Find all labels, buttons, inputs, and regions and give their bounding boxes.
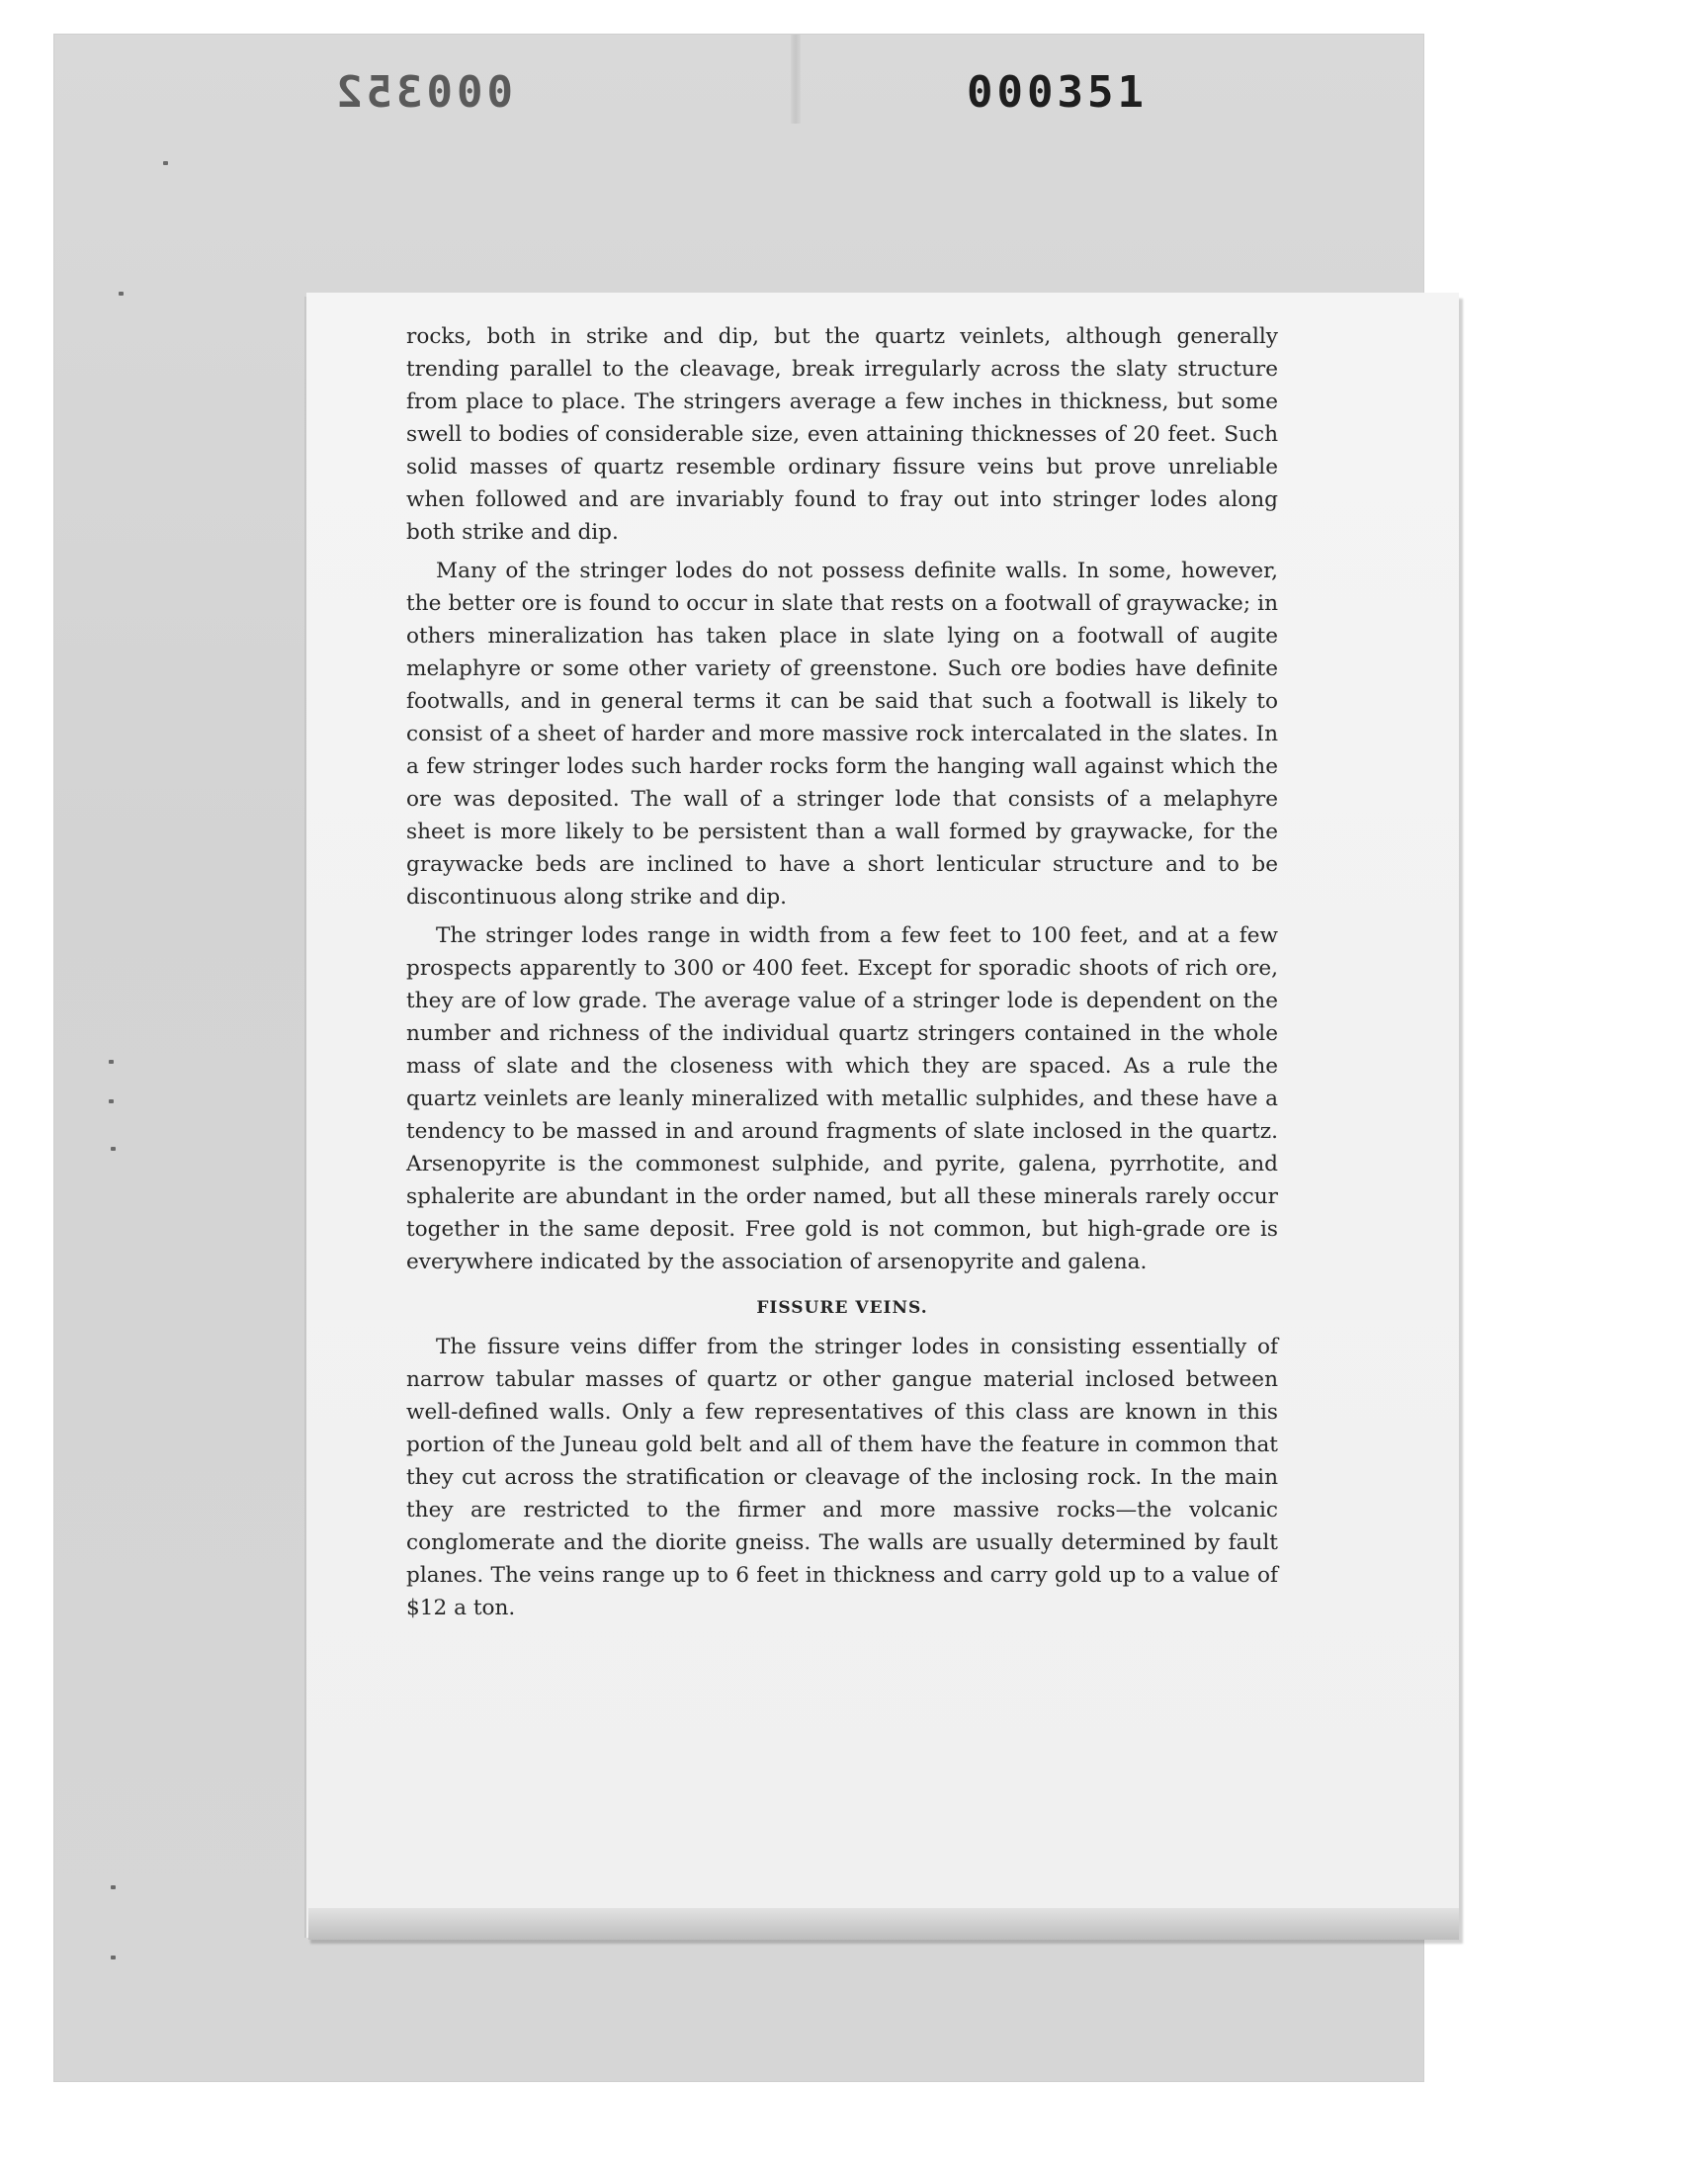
scan-speck	[109, 1099, 114, 1103]
bleed-through-page-number: 000352	[332, 67, 513, 118]
scan-speck	[111, 1956, 116, 1959]
scan-speck	[111, 1885, 116, 1889]
page-text	[406, 320, 1278, 1630]
scan-speck	[109, 1060, 114, 1064]
sheet-bottom-edge	[308, 1908, 1459, 1940]
scan-speck	[119, 292, 124, 296]
page-fold	[791, 35, 801, 124]
paragraph-1: rocks, both in strike and dip, but the quartz veinlets, although generally trending parallel to the cleavage, break irregularly across the slaty structure from place to place. The stringers average a few inches in thickness, but some swell to bodies of considerable size, even attaining thicknesses of 20 feet. Such solid masses of quartz resemble ordinary fissure veins but prove unreliable when followed and are invariably found to fray out into stringer lodes along both strike and dip.	[406, 324, 1278, 545]
paragraph-4: The fissure veins differ from the stringer lodes in consisting essentially of narrow tabular masses of quartz or other gangue material inclosed between well-defined walls. Only a few representatives of this class are known in this portion of the Juneau gold belt and all of them have the feature in common that they cut across the stratification or cleavage of the inclosing rock. In the main they are restricted to the firmer and more massive rocks—the volcanic conglomerate and the diorite gneiss. The walls are usually determined by fault planes. The veins range up to 6 feet in thickness and carry gold up to a value of $12 a ton.	[406, 1335, 1278, 1620]
page-number-stamp: 000351	[967, 67, 1148, 118]
section-heading: FISSURE VEINS.	[756, 1298, 928, 1318]
scan-speck	[111, 1147, 116, 1151]
scan-speck	[163, 161, 168, 165]
paragraph-3: The stringer lodes range in width from a few feet to 100 feet, and at a few prospects apparently to 300 or 400 feet. Except for sporadic shoots of rich ore, they are of low grade. The average value of a stringer lode is dependent on the number and richness of the individual quartz stringers contained in the whole mass of slate and the closeness with which they are spaced. As a rule the quartz veinlets are leanly mineralized with metallic sulphides, and these have a tendency to be massed in and around fragments of slate inclosed in the quartz. Arsenopyrite is the commonest sulphide, and pyrite, galena, pyrrhotite, and sphalerite are abundant in the order named, but all these minerals rarely occur together in the same deposit. Free gold is not common, but high-grade ore is everywhere indicated by the association of arsenopyrite and galena.	[406, 923, 1278, 1274]
paragraph-2: Many of the stringer lodes do not possess definite walls. In some, however, the better ore is found to occur in slate that rests on a footwall of graywacke; in others mineralization has taken place in slate lying on a footwall of augite melaphyre or some other variety of greenstone. Such ore bodies have definite footwalls, and in general terms it can be said that such a footwall is likely to consist of a sheet of harder and more massive rock intercalated in the slates. In a few stringer lodes such harder rocks form the hanging wall against which the ore was deposited. The wall of a stringer lode that consists of a melaphyre sheet is more likely to be persistent than a wall formed by graywacke, for the graywacke beds are inclined to have a short lenticular structure and to be discontinuous along strike and dip.	[406, 559, 1278, 910]
